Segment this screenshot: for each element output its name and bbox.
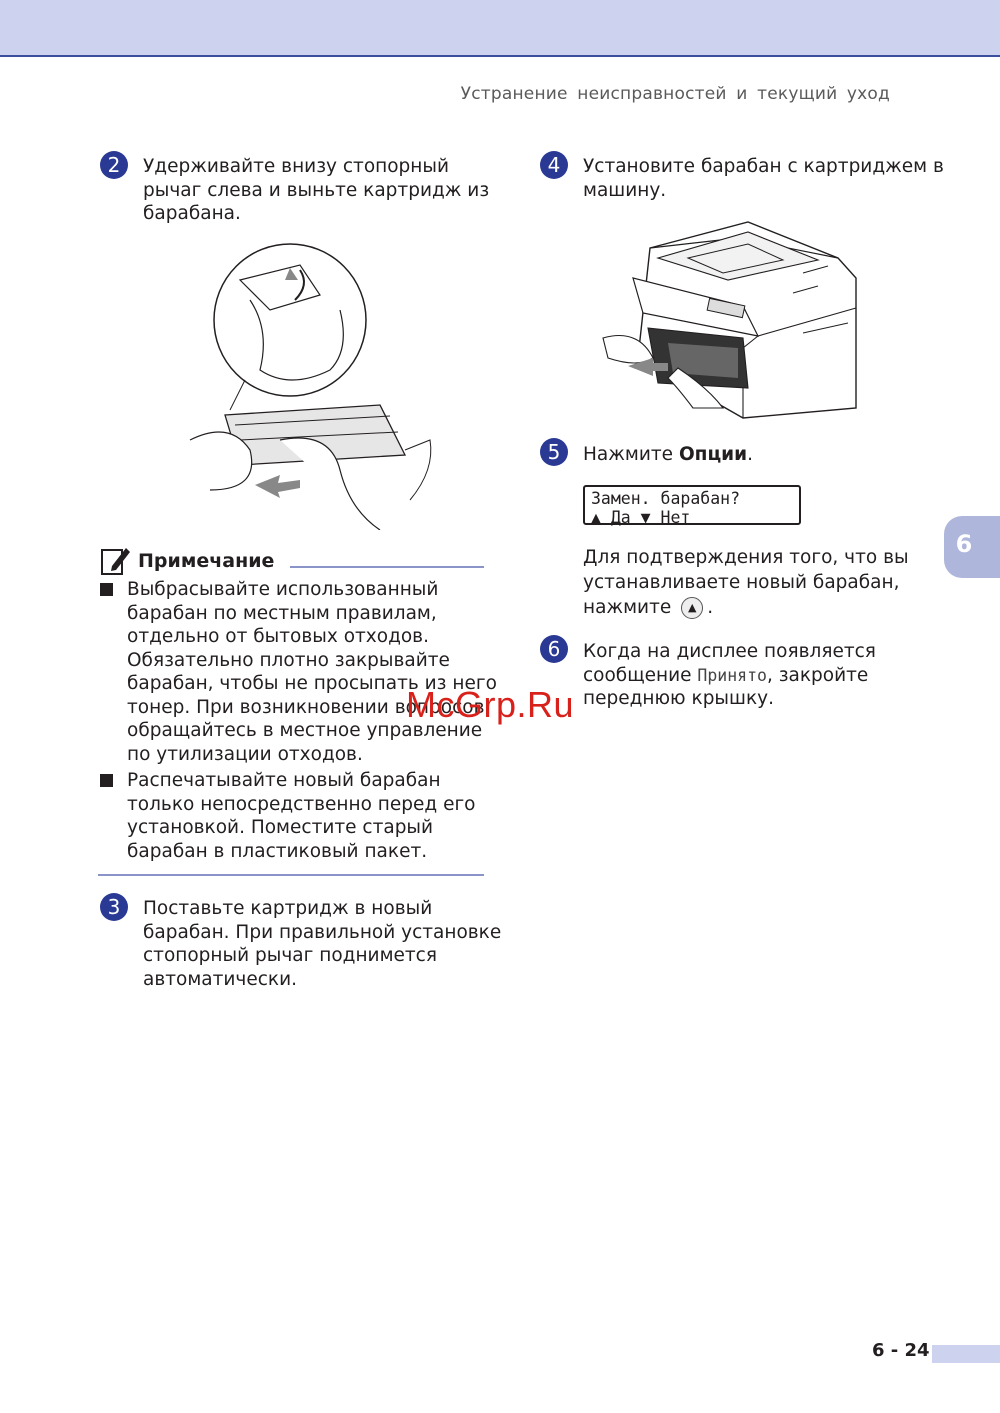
chapter-side-tab bbox=[944, 516, 1000, 578]
lcd-row-2: ▲ Да ▼ Нет bbox=[591, 508, 691, 527]
note-title: Примечание bbox=[138, 550, 275, 572]
note-line: Распечатывайте новый барабан bbox=[127, 770, 441, 791]
confirm-line-3 bbox=[583, 595, 909, 620]
step-6-text bbox=[583, 640, 876, 711]
footer-band bbox=[932, 1345, 1000, 1363]
step-6-badge: 6 bbox=[540, 635, 568, 663]
step-3-line: Поставьте картридж в новый bbox=[143, 898, 433, 919]
options-key-label: Опции bbox=[678, 444, 748, 465]
confirm-prefix: нажмите bbox=[583, 597, 672, 618]
cartridge-removal-illustration bbox=[150, 240, 440, 530]
note-divider-top bbox=[290, 566, 484, 568]
step-3-line: стопорный рычаг поднимется bbox=[143, 945, 437, 966]
running-header: Устранение неисправностей и текущий уход bbox=[460, 84, 890, 104]
step-5-suffix: . bbox=[747, 444, 753, 465]
note-line: установкой. Поместите старый bbox=[127, 817, 434, 838]
step-6-suffix: , закройте bbox=[766, 664, 869, 686]
watermark: McGrp.Ru bbox=[406, 684, 575, 725]
step-5-prefix: Нажмите bbox=[583, 444, 679, 465]
bullet-marker bbox=[100, 774, 113, 787]
confirm-text bbox=[583, 545, 909, 620]
note-line: отдельно от бытовых отходов. bbox=[127, 626, 429, 647]
note-line: тонер. При возникновении вопросов bbox=[127, 696, 485, 718]
step-2-line: барабана. bbox=[143, 203, 241, 224]
note-line: Выбрасывайте использованный bbox=[127, 579, 439, 600]
step-5-text bbox=[583, 443, 753, 467]
step-3-text bbox=[143, 897, 501, 991]
note-bullet-2 bbox=[127, 769, 476, 863]
step-3-line: барабан. При правильной установке bbox=[143, 921, 502, 943]
note-line: только непосредственно перед его bbox=[127, 793, 476, 815]
note-header bbox=[100, 544, 484, 578]
step-4-line: Установите барабан с картриджем в bbox=[583, 156, 944, 177]
step-4-badge: 4 bbox=[540, 151, 568, 179]
bullet-marker bbox=[100, 583, 113, 596]
lcd-row-1: Замен. барабан? bbox=[591, 489, 741, 508]
pencil-note-icon bbox=[100, 544, 132, 576]
step-6-line: Когда на дисплее появляется bbox=[583, 641, 876, 662]
step-2-line: рычаг слева и выньте картридж из bbox=[143, 179, 490, 201]
printer-drum-insertion-illustration bbox=[598, 218, 868, 423]
note-line: по утилизации отходов. bbox=[127, 743, 363, 765]
note-line: обращайтесь в местное управление bbox=[127, 720, 483, 741]
note-line: барабан в пластиковый пакет. bbox=[127, 840, 428, 862]
note-line: Обязательно плотно закрывайте bbox=[127, 649, 450, 671]
step-4-line: машину. bbox=[583, 179, 667, 201]
top-header-band bbox=[0, 0, 1000, 57]
step-5-badge: 5 bbox=[540, 438, 568, 466]
up-arrow-key-icon: ▲ bbox=[681, 597, 703, 619]
page-number: 6 - 24 bbox=[872, 1340, 930, 1361]
note-bullet-1 bbox=[127, 578, 497, 766]
step-6-prefix: сообщение bbox=[583, 664, 698, 686]
step-3-line: автоматически. bbox=[143, 968, 297, 990]
step-6-line: переднюю крышку. bbox=[583, 688, 774, 709]
step-2-line: Удерживайте внизу стопорный bbox=[143, 156, 450, 177]
note-line: барабан по местным правилам, bbox=[127, 602, 437, 624]
lcd-display bbox=[583, 485, 801, 525]
step-3-badge: 3 bbox=[100, 893, 128, 921]
confirm-suffix: . bbox=[707, 597, 714, 618]
step-4-text bbox=[583, 155, 944, 202]
step-6-line-2 bbox=[583, 664, 876, 688]
step-2-text bbox=[143, 155, 489, 226]
accepted-message: Принято bbox=[697, 665, 767, 685]
chapter-number: 6 bbox=[955, 530, 973, 558]
note-line: барабан, чтобы не просыпать из него bbox=[127, 673, 497, 694]
confirm-line: Для подтверждения того, что вы bbox=[583, 547, 909, 568]
confirm-line: устанавливаете новый барабан, bbox=[583, 572, 900, 593]
step-2-badge: 2 bbox=[100, 151, 128, 179]
note-divider-bottom bbox=[98, 874, 484, 876]
